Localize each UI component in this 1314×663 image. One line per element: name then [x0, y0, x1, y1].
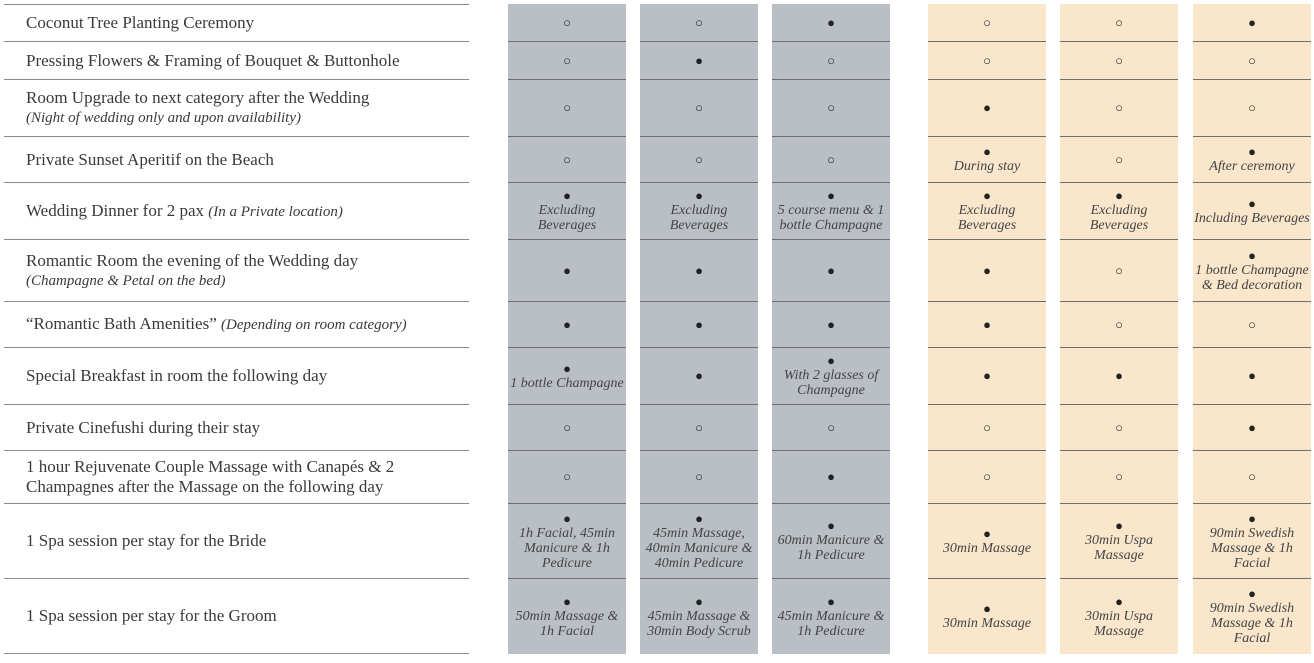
feature-label-text: 1 Spa session per stay for the Groom: [26, 606, 277, 625]
included-dot-icon: ●: [695, 262, 703, 278]
package-column-5: [1060, 4, 1178, 654]
included-dot-icon: ●: [1115, 593, 1123, 609]
table-cell: [772, 182, 890, 239]
table-cell: [1060, 450, 1178, 503]
table-cell: [640, 79, 758, 136]
not-included-circle-icon: ○: [827, 100, 835, 115]
cell-note: 30min Massage: [942, 616, 1032, 631]
table-cell: [640, 578, 758, 654]
table-cell: [772, 136, 890, 182]
not-included-circle-icon: ○: [1248, 100, 1256, 115]
table-cell: [1060, 41, 1178, 79]
cell-note: 60min Manicure & 1h Pedicure: [777, 533, 885, 563]
table-cell: [928, 182, 1046, 239]
package-column-3: [772, 4, 890, 654]
not-included-circle-icon: ○: [1115, 262, 1123, 278]
table-cell: [772, 450, 890, 503]
feature-label: [26, 314, 407, 335]
included-dot-icon: ●: [1115, 518, 1123, 533]
table-cell: [928, 578, 1046, 654]
included-dot-icon: ●: [695, 316, 703, 332]
table-cell: [928, 41, 1046, 79]
cell-note: 50min Massage & 1h Facial: [515, 608, 619, 639]
table-cell: [640, 347, 758, 404]
package-column-1: [508, 4, 626, 654]
cell-note: With 2 glasses of Champagne: [783, 368, 879, 398]
not-included-circle-icon: ○: [983, 469, 991, 484]
feature-row: [4, 450, 469, 503]
included-dot-icon: ●: [983, 188, 991, 203]
included-dot-icon: ●: [827, 353, 835, 368]
not-included-circle-icon: ○: [695, 100, 703, 115]
included-dot-icon: ●: [983, 316, 991, 332]
table-cell: [772, 41, 890, 79]
feature-label-text: “Romantic Bath Amenities”: [26, 314, 217, 333]
included-dot-icon: ●: [827, 593, 835, 609]
table-cell: [772, 503, 890, 578]
feature-label-text: Private Cinefushi during their stay: [26, 417, 261, 437]
table-cell: [1060, 301, 1178, 347]
cell-note: Excluding Beverages: [1089, 203, 1149, 233]
cell-note: 45min Massage & 30min Body Scrub: [647, 608, 751, 639]
not-included-circle-icon: ○: [827, 52, 835, 68]
table-cell: [508, 301, 626, 347]
not-included-circle-icon: ○: [1115, 14, 1123, 30]
included-dot-icon: ●: [983, 525, 991, 541]
cell-note: After ceremony: [1209, 159, 1295, 174]
cell-note: 45min Manicure & 1h Pedicure: [777, 608, 885, 639]
included-dot-icon: ●: [1248, 195, 1256, 211]
table-cell: [1193, 136, 1311, 182]
table-cell: [508, 41, 626, 79]
feature-label-text: 1 hour Rejuvenate Couple Massage with Canapés & 2 Champagnes after the Massage on the following day: [26, 457, 395, 496]
table-cell: [928, 4, 1046, 41]
cell-note: 1h Facial, 45min Manicure & 1h Pedicure: [518, 525, 616, 571]
table-cell: [508, 136, 626, 182]
feature-row: [4, 136, 469, 182]
not-included-circle-icon: ○: [1248, 469, 1256, 484]
included-dot-icon: ●: [827, 262, 835, 278]
package-column-2: [640, 4, 758, 654]
not-included-circle-icon: ○: [695, 419, 703, 435]
cell-note: Excluding Beverages: [669, 203, 729, 233]
included-dot-icon: ●: [695, 510, 703, 526]
table-cell: [1193, 182, 1311, 239]
cell-note: Excluding Beverages: [957, 203, 1017, 233]
included-dot-icon: ●: [1248, 419, 1256, 435]
feature-row: [4, 503, 469, 578]
cell-note: Excluding Beverages: [537, 203, 597, 233]
package-column-4: [928, 4, 1046, 654]
cell-note: 1 bottle Champagne: [510, 375, 624, 391]
included-dot-icon: ●: [695, 593, 703, 609]
table-cell: [1193, 404, 1311, 450]
table-cell: [1060, 239, 1178, 301]
not-included-circle-icon: ○: [695, 151, 703, 167]
not-included-circle-icon: ○: [1115, 316, 1123, 332]
table-cell: [1193, 578, 1311, 654]
feature-row: [4, 79, 469, 136]
included-dot-icon: ●: [563, 360, 571, 376]
cell-note: During stay: [953, 159, 1021, 174]
included-dot-icon: ●: [1248, 586, 1256, 601]
included-dot-icon: ●: [827, 188, 835, 203]
not-included-circle-icon: ○: [1248, 316, 1256, 332]
feature-row: [4, 301, 469, 347]
feature-label-note: (Depending on room category): [221, 317, 407, 333]
table-cell: [1193, 347, 1311, 404]
included-dot-icon: ●: [1115, 368, 1123, 383]
included-dot-icon: ●: [983, 144, 991, 159]
table-cell: [1193, 41, 1311, 79]
not-included-circle-icon: ○: [1115, 52, 1123, 68]
table-cell: [772, 301, 890, 347]
included-dot-icon: ●: [827, 316, 835, 332]
included-dot-icon: ●: [1248, 368, 1256, 383]
feature-label: [26, 457, 469, 497]
included-dot-icon: ●: [827, 14, 835, 30]
included-dot-icon: ●: [563, 262, 571, 278]
included-dot-icon: ●: [1248, 144, 1256, 159]
not-included-circle-icon: ○: [695, 14, 703, 30]
not-included-circle-icon: ○: [563, 151, 571, 167]
cell-note: 1 bottle Champagne & Bed decoration: [1195, 262, 1309, 293]
table-cell: [640, 41, 758, 79]
included-dot-icon: ●: [695, 52, 703, 68]
table-cell: [928, 347, 1046, 404]
table-cell: [640, 404, 758, 450]
table-cell: [1060, 578, 1178, 654]
table-cell: [640, 239, 758, 301]
included-dot-icon: ●: [1248, 14, 1256, 30]
feature-label-text: Wedding Dinner for 2 pax: [26, 200, 205, 220]
table-cell: [508, 404, 626, 450]
table-cell: [640, 136, 758, 182]
table-cell: [1060, 503, 1178, 578]
feature-row: [4, 578, 469, 654]
feature-label: [26, 606, 277, 626]
included-dot-icon: ●: [1115, 188, 1123, 203]
not-included-circle-icon: ○: [563, 469, 571, 484]
feature-label-text: Romantic Room the evening of the Wedding day: [26, 250, 359, 270]
package-column-6: [1193, 4, 1311, 654]
table-cell: [640, 4, 758, 41]
feature-label-text: Private Sunset Aperitif on the Beach: [26, 149, 274, 169]
feature-label-note: (Night of wedding only and upon availability): [26, 110, 301, 126]
table-cell: [928, 301, 1046, 347]
feature-label: [26, 366, 327, 386]
feature-label: [26, 531, 266, 551]
cell-note: Including Beverages: [1194, 210, 1310, 226]
table-cell: [508, 578, 626, 654]
table-cell: [772, 347, 890, 404]
table-cell: [1060, 347, 1178, 404]
feature-row: [4, 4, 469, 41]
feature-label: [26, 201, 343, 222]
table-cell: [1060, 79, 1178, 136]
not-included-circle-icon: ○: [1115, 469, 1123, 484]
table-cell: [1060, 4, 1178, 41]
table-cell: [772, 578, 890, 654]
table-cell: [640, 301, 758, 347]
table-cell: [1193, 450, 1311, 503]
table-cell: [772, 79, 890, 136]
table-cell: [508, 347, 626, 404]
table-cell: [928, 404, 1046, 450]
not-included-circle-icon: ○: [563, 419, 571, 435]
feature-label-text: Coconut Tree Planting Ceremony: [26, 13, 255, 32]
included-dot-icon: ●: [695, 188, 703, 203]
feature-label-text: Room Upgrade to next category after the Wedding: [26, 88, 370, 107]
table-cell: [508, 503, 626, 578]
table-cell: [772, 4, 890, 41]
feature-label-text: Special Breakfast in room the following day: [26, 366, 328, 385]
table-cell: [1193, 4, 1311, 41]
feature-row: [4, 182, 469, 239]
table-cell: [1060, 404, 1178, 450]
not-included-circle-icon: ○: [1115, 100, 1123, 115]
cell-note: 30min Uspa Massage: [1084, 533, 1154, 563]
included-dot-icon: ●: [827, 518, 835, 533]
included-dot-icon: ●: [983, 262, 991, 278]
included-dot-icon: ●: [563, 188, 571, 203]
table-cell: [640, 450, 758, 503]
table-cell: [508, 4, 626, 41]
table-cell: [1060, 136, 1178, 182]
included-dot-icon: ●: [983, 100, 991, 115]
table-cell: [928, 503, 1046, 578]
table-cell: [508, 182, 626, 239]
not-included-circle-icon: ○: [827, 151, 835, 167]
cell-note: 5 course menu & 1 bottle Champagne: [777, 203, 885, 233]
feature-label-text: Pressing Flowers & Framing of Bouquet & Buttonhole: [26, 50, 400, 70]
not-included-circle-icon: ○: [1115, 419, 1123, 435]
cell-note: 90min Swedish Massage & 1h Facial: [1209, 601, 1295, 646]
included-dot-icon: ●: [563, 510, 571, 526]
not-included-circle-icon: ○: [827, 419, 835, 435]
table-cell: [772, 404, 890, 450]
not-included-circle-icon: ○: [1115, 151, 1123, 167]
table-cell: [928, 136, 1046, 182]
table-cell: [1193, 239, 1311, 301]
table-cell: [640, 182, 758, 239]
cell-note: 90min Swedish Massage & 1h Facial: [1209, 525, 1295, 571]
feature-labels-column: [4, 4, 469, 654]
included-dot-icon: ●: [563, 316, 571, 332]
table-cell: [928, 239, 1046, 301]
feature-row: [4, 404, 469, 450]
included-dot-icon: ●: [983, 601, 991, 616]
feature-row: [4, 239, 469, 301]
feature-label: [26, 418, 260, 438]
included-dot-icon: ●: [827, 469, 835, 484]
table-cell: [928, 450, 1046, 503]
included-dot-icon: ●: [983, 368, 991, 383]
feature-label: [26, 51, 400, 71]
included-dot-icon: ●: [695, 368, 703, 383]
table-cell: [928, 79, 1046, 136]
table-cell: [1193, 79, 1311, 136]
cell-note: 30min Uspa Massage: [1084, 608, 1154, 639]
not-included-circle-icon: ○: [563, 52, 571, 68]
table-cell: [772, 239, 890, 301]
feature-label-text: 1 Spa session per stay for the Bride: [26, 531, 267, 550]
table-cell: [508, 239, 626, 301]
table-cell: [640, 503, 758, 578]
feature-label: [26, 88, 369, 128]
not-included-circle-icon: ○: [563, 14, 571, 30]
feature-label: [26, 251, 358, 291]
cell-note: 45min Massage, 40min Manicure & 40min Pedicure: [645, 525, 753, 571]
feature-label: [26, 13, 254, 33]
feature-row: [4, 347, 469, 404]
feature-label-note: (Champagne & Petal on the bed): [26, 272, 226, 289]
included-dot-icon: ●: [563, 593, 571, 609]
included-dot-icon: ●: [1248, 247, 1256, 263]
table-cell: [508, 450, 626, 503]
cell-note: 30min Massage: [942, 540, 1032, 556]
not-included-circle-icon: ○: [983, 52, 991, 68]
not-included-circle-icon: ○: [983, 14, 991, 30]
not-included-circle-icon: ○: [983, 419, 991, 435]
not-included-circle-icon: ○: [695, 469, 703, 484]
table-cell: [1193, 301, 1311, 347]
not-included-circle-icon: ○: [563, 100, 571, 115]
not-included-circle-icon: ○: [1248, 52, 1256, 68]
table-cell: [1193, 503, 1311, 578]
feature-label: [26, 150, 274, 170]
table-cell: [1060, 182, 1178, 239]
feature-label-note: (In a Private location): [208, 203, 343, 220]
feature-row: [4, 41, 469, 79]
table-cell: [508, 79, 626, 136]
included-dot-icon: ●: [1248, 510, 1256, 526]
